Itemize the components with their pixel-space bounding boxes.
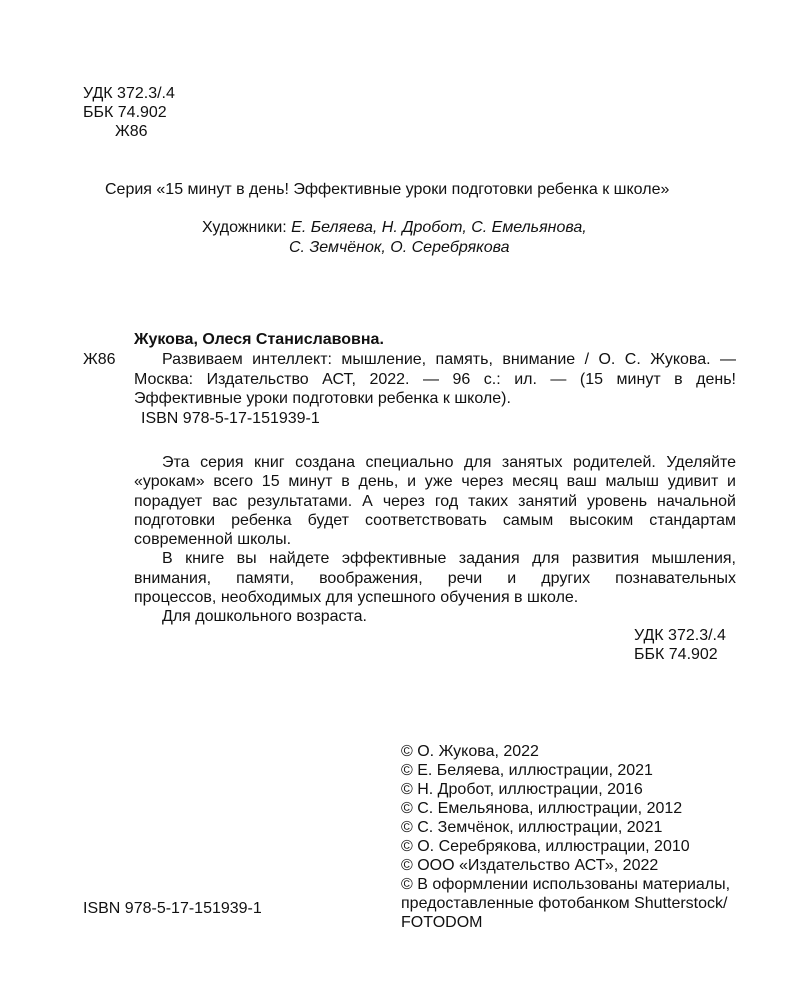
annotation-p1-line-3: порадует вас результатами. А через год таких занятий уровень начальной xyxy=(134,493,736,510)
annotation-p2-line-3: процессов, необходимых для успешного обучения в школе. xyxy=(134,589,579,606)
bbk-code: ББК 74.902 xyxy=(83,104,167,121)
copyright-line: © О. Жукова, 2022 xyxy=(401,743,539,760)
copyright-line: FOTODOM xyxy=(401,914,483,931)
udk-code: УДК 372.3/.4 xyxy=(83,85,175,102)
copyright-line: © О. Серебрякова, иллюстрации, 2010 xyxy=(401,838,690,855)
series-line: Серия «15 минут в день! Эффективные уроки подготовки ребенка к школе» xyxy=(105,181,670,198)
illustrators-line-1 xyxy=(202,218,587,237)
copyright-line: предоставленные фотобанком Shutterstock/ xyxy=(401,895,728,912)
biblio-line-1: Развиваем интеллект: мышление, память, внимание / О. С. Жукова. — xyxy=(162,351,736,368)
udk-code-right: УДК 372.3/.4 xyxy=(634,627,726,644)
copyright-line: © С. Емельянова, иллюстрации, 2012 xyxy=(401,800,683,817)
copyright-line: © Е. Беляева, иллюстрации, 2021 xyxy=(401,762,653,779)
annotation-p3: Для дошкольного возраста. xyxy=(162,608,367,625)
copyright-line: © В оформлении использованы материалы, xyxy=(401,876,731,893)
illustrators-line-2: С. Земчёнок, О. Серебрякова xyxy=(289,239,510,256)
copyright-line: © ООО «Издательство АСТ», 2022 xyxy=(401,857,659,874)
copyright-line: © Н. Дробот, иллюстрации, 2016 xyxy=(401,781,643,798)
illustrators-prefix: Художники: xyxy=(202,219,292,236)
biblio-line-3: Эффективные уроки подготовки ребенка к школе). xyxy=(134,390,511,407)
annotation-p1-line-1: Эта серия книг создана специально для занятых родителей. Уделяйте xyxy=(162,454,736,471)
isbn-bottom: ISBN 978-5-17-151939-1 xyxy=(83,900,262,917)
annotation-p2-line-1: В книге вы найдете эффективные задания для развития мышления, xyxy=(162,550,736,567)
biblio-line-2: Москва: Издательство АСТ, 2022. — 96 с.: ил. — (15 минут в день! xyxy=(134,371,736,388)
annotation-p1-line-4: подготовки ребенка будет соответствовать самым высоким стандартам xyxy=(134,512,736,529)
biblio-author: Жукова, Олеся Станиславовна. xyxy=(134,331,384,348)
copyright-line: © С. Земчёнок, иллюстрации, 2021 xyxy=(401,819,663,836)
biblio-isbn: ISBN 978-5-17-151939-1 xyxy=(141,410,320,427)
annotation-p2-line-2: внимания, памяти, воображения, речи и других познавательных xyxy=(134,570,736,587)
annotation-p1-line-2: «урокам» всего 15 минут в день, и уже через месяц ваш малыш удивит и xyxy=(134,473,736,490)
author-mark: Ж86 xyxy=(115,123,148,140)
biblio-code: Ж86 xyxy=(83,351,116,368)
bbk-code-right: ББК 74.902 xyxy=(634,646,718,663)
annotation-p1-line-5: современной школы. xyxy=(134,531,292,548)
illustrators-names-1: Е. Беляева, Н. Дробот, С. Емельянова, xyxy=(291,219,587,236)
